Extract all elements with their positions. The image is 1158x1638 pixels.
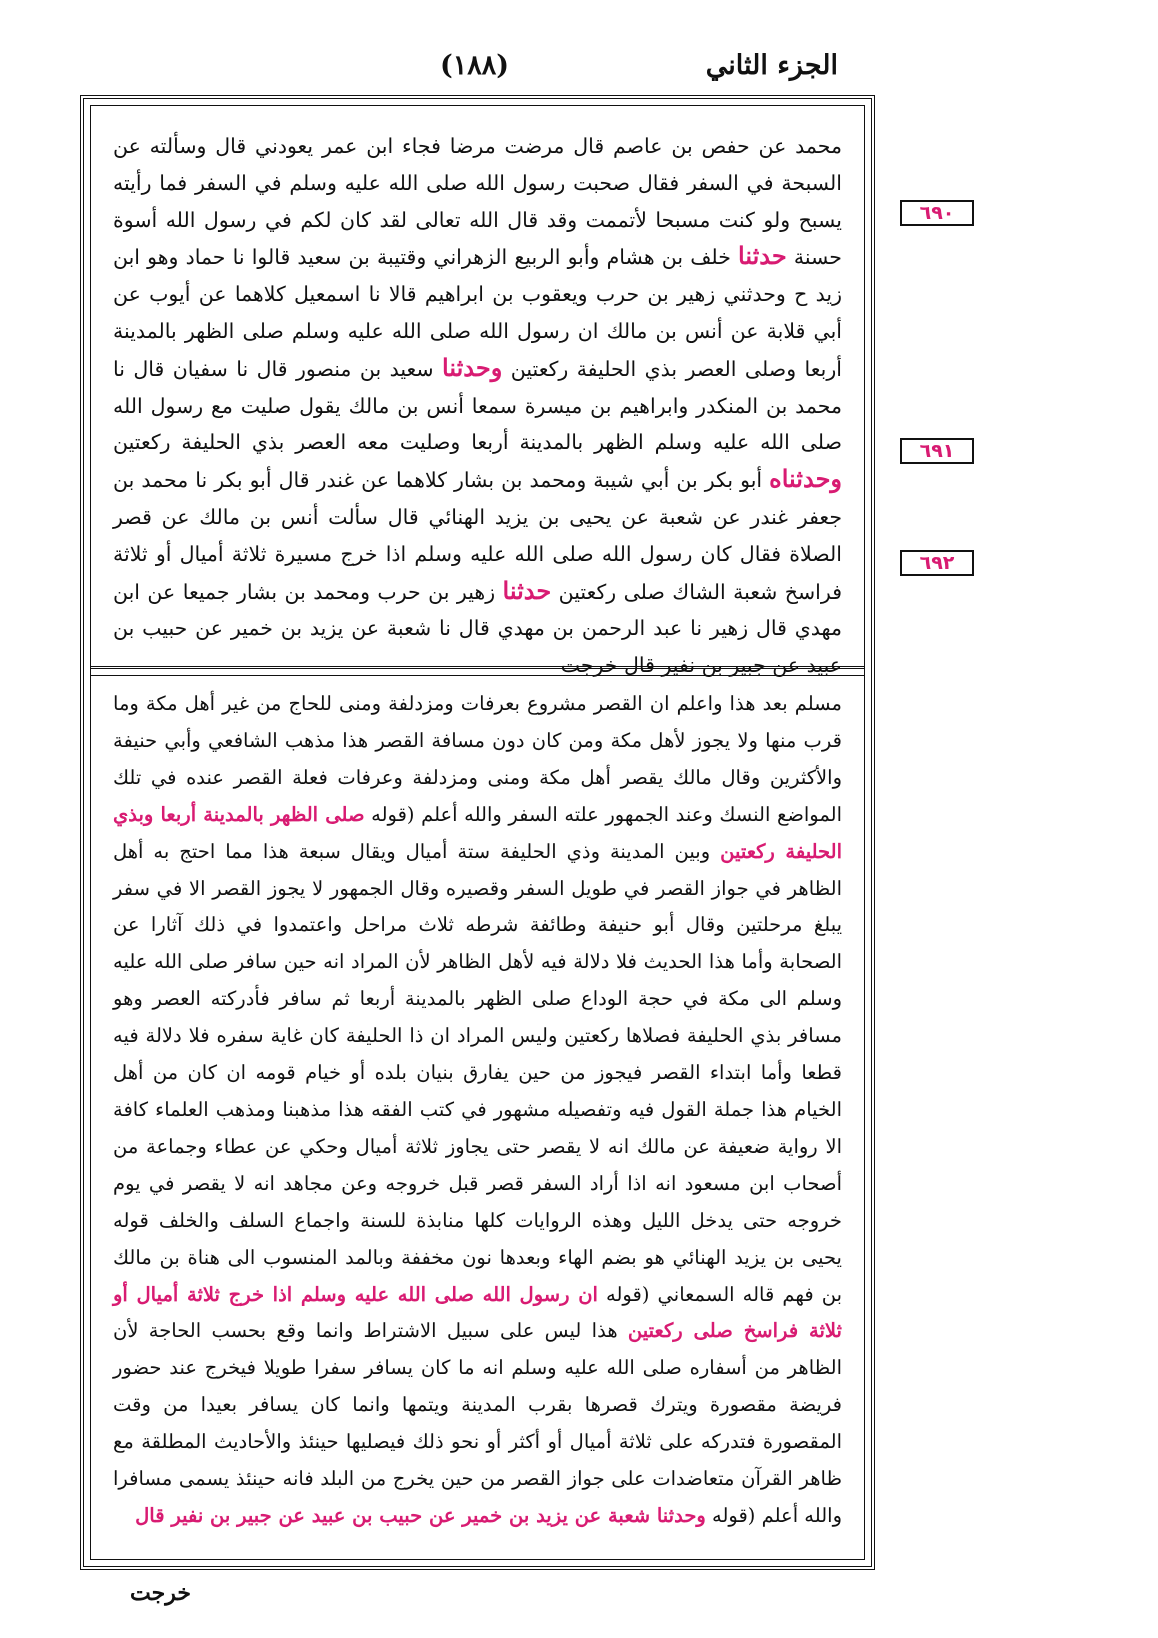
catchword: خرجت: [130, 1580, 191, 1606]
hadith-marker-2: وحدثنا: [442, 352, 503, 382]
section-divider: [91, 666, 864, 676]
hadith-text-5: زهير بن حرب ومحمد بن بشار جميعا عن ابن مهدي قال زهير نا عبد الرحمن بن مهدي قال نا شعبة عن يزيد بن خمير عن حبيب بن عبيد عن جبير بن نفير قال خرجت: [113, 579, 842, 678]
commentary-text-3: هذا ليس على سبيل الاشتراط وانما وقع بحسب الحاجة لأن الظاهر من أسفاره صلى الله عليه وسلم انه ما كان يسافر سفرا طويلا فيخرج عند حضور فريضة مقصورة ويترك قصرها بقرب المدينة ويتمها وانما كان يسافر بعيدا من وقت المقصورة فتدركه على ثلاثة أميال أو أكثر أو نحو ذلك فيصليها حينئذ والأحاديث المطلقة مع ظاهر القرآن متعاضدات على جواز القصر من حين يخرج من البلد فانه حينئذ يسمى مسافرا والله أعلم: [113, 1319, 842, 1527]
commentary-open-3: (قوله: [712, 1503, 756, 1527]
commentary-text-block: [91, 686, 864, 1535]
hadith-marker-4: حدثنا: [502, 575, 552, 605]
page-frame: [80, 95, 875, 1570]
hadith-text-2: خلف بن هشام وأبو الربيع الزهراني وقتيبة بن سعيد قالوا نا حماد وهو ابن زيد ح وحدثني زهير بن حرب ويعقوب بن ابراهيم قالا نا اسمعيل كلاهما عن أيوب عن أبي قلابة عن أنس بن مالك ان رسول الله صلى الله عليه وسلم صلى الظهر بالمدينة أربعا وصلى العصر بذي الحليفة ركعتين: [113, 245, 842, 381]
page-number: (١٨٨): [440, 50, 510, 81]
hadith-text-4: أبو بكر بن أبي شيبة ومحمد بن بشار كلاهما عن غندر قال أبو بكر نا محمد بن جعفر غندر عن شعبة عن يحيى بن يزيد الهنائي قال سألت أنس بن مالك عن قصر الصلاة فقال كان رسول الله صلى الله عليه وسلم اذا خرج مسيرة ثلاثة أميال أو ثلاثة فراسخ شعبة الشاك صلى ركعتين: [113, 468, 842, 604]
commentary-open-1: (قوله: [371, 802, 415, 826]
hadith-text-3: سعيد بن منصور قال نا سفيان قال نا محمد بن المنكدر وابراهيم بن ميسرة سمعا أنس بن مالك يقول صليت مع رسول الله صلى الله عليه وسلم الظهر بالمدينة أربعا وصليت معه العصر بذي الحليفة ركعتين: [113, 356, 842, 455]
commentary-text-1: مسلم بعد هذا واعلم ان القصر مشروع بعرفات ومزدلفة ومنى للحاج من غير أهل مكة وما قرب منها ولا يجوز لأهل مكة ومن كان دون مسافة القصر هذا مذهب الشافعي وأبي حنيفة والأكثرين وقال مالك يقصر أهل مكة ومنى ومزدلفة وعرفات فعلة القصر عنده في تلك المواضع النسك وعند الجمهور علته السفر والله أعلم: [113, 692, 843, 826]
hadith-number-691: ٦٩١: [900, 438, 974, 464]
hadith-text-1: محمد عن حفص بن عاصم قال مرضت مرضا فجاء ابن عمر يعودني قال وسألته عن السبحة في السفر فقال صحبت رسول الله صلى الله عليه وسلم في السفر فما رأيته يسبح ولو كنت مسبحا لأتممت وقد قال الله تعالى لقد كان لكم في رسول الله أسوة حسنة: [113, 134, 842, 270]
hadith-text-block: [91, 128, 864, 684]
commentary-text-2: وبين المدينة وذي الحليفة ستة أميال ويقال سبعة هذا مما احتج به أهل الظاهر في جواز القصر في طويل السفر وقصيره وقال الجمهور لا يجوز القصر الا في سفر يبلغ مرحلتين وقال أبو حنيفة وطائفة شرطه ثلاث مراحل واعتمدوا في ذلك آثارا عن الصحابة وأما هذا الحديث فلا دلالة فيه لأهل الظاهر لأن المراد انه حين سافر صلى الله عليه وسلم الى مكة في حجة الوداع صلى الظهر بالمدينة أربعا ثم سافر فأدركته العصر وهو مسافر بذي الحليفة فصلاها ركعتين وليس المراد ان ذا الحليفة كان غاية سفره فلا دلالة فيه قطعا وأما ابتداء القصر فيجوز من حين يفارق بنيان بلده أو خيام قومه ان كان من أهل الخيام هذا جملة القول فيه وتفصيله مشهور في كتب الفقه هذا مذهبنا ومذهب العلماء كافة الا رواية ضعيفة عن مالك انه لا يقصر حتى يجاوز ثلاثة أميال وحكي عن عطاء وجماعة من أصحاب ابن مسعود انه اذا أراد السفر قصر قبل خروجه وعن مجاهد انه لا يقصر في يوم خروجه حتى يدخل الليل وهذه الروايات كلها منابذة للسنة واجماع السلف والخلف قوله يحيى بن يزيد الهنائي هو بضم الهاء وبعدها نون مخففة وبالمد المنسوب الى هناة بن مالك بن فهم قاله السمعاني: [113, 839, 842, 1306]
commentary-quote-1: صلى الظهر بالمدينة أربعا وبذي الحليفة ركعتين: [113, 802, 842, 863]
commentary-open-2: (قوله: [606, 1282, 650, 1306]
hadith-number-692: ٦٩٢: [900, 550, 974, 576]
commentary-quote-3: وحدثنا شعبة عن يزيد بن خمير عن حبيب بن عبيد عن جبير بن نفير قال: [135, 1503, 706, 1527]
part-label: الجزء الثاني: [705, 50, 838, 81]
hadith-number-690: ٦٩٠: [900, 200, 974, 226]
hadith-marker-3: وحدثناه: [769, 464, 842, 494]
commentary-quote-2: ان رسول الله صلى الله عليه وسلم اذا خرج ثلاثة أميال أو ثلاثة فراسخ صلى ركعتين: [113, 1282, 842, 1343]
hadith-marker-1: حدثنا: [738, 241, 787, 271]
frame-inner: [90, 105, 865, 1560]
